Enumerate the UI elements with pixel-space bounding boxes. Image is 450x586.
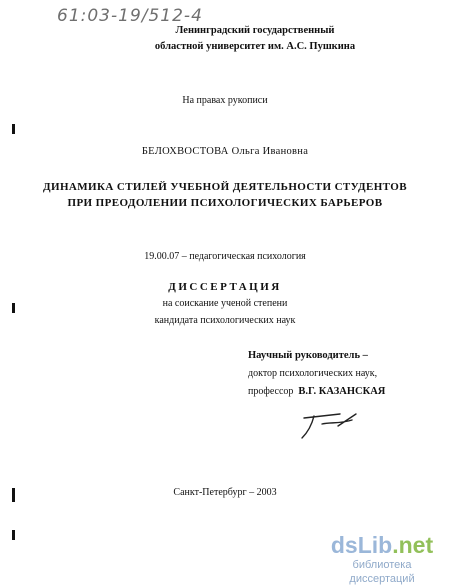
supervisor-signature [300, 412, 360, 440]
place-and-year: Санкт-Петербург – 2003 [173, 487, 277, 498]
scan-margin-mark [12, 124, 15, 134]
supervisor-line [248, 386, 385, 397]
dslib-logo [322, 532, 442, 558]
document-type: ДИССЕРТАЦИЯ [168, 281, 282, 293]
institution-line-1: Ленинградский государственный [175, 25, 335, 36]
degree-line-1: на соискание ученой степени [162, 298, 288, 309]
logo-tld: .net [392, 532, 434, 558]
scan-margin-mark [12, 530, 15, 540]
supervisor-name: В.Г. КАЗАНСКАЯ [298, 386, 386, 397]
logo-main: dsLib [330, 532, 393, 558]
author-name: БЕЛОХВОСТОВА Ольга Ивановна [141, 146, 309, 157]
specialty-code: 19.00.07 – педагогическая психология [144, 251, 306, 262]
title-line-1: ДИНАМИКА СТИЛЕЙ УЧЕБНОЙ ДЕЯТЕЛЬНОСТИ СТУДЕНТОВ [43, 181, 407, 193]
scan-margin-mark [12, 488, 15, 502]
dslib-subtitle: библиотека диссертаций [349, 559, 415, 585]
archive-number: 61:03-19/512-4 [57, 6, 203, 26]
rights-note: На правах рукописи [182, 95, 268, 106]
supervisor-title: профессор [248, 386, 294, 397]
dslib-watermark [322, 532, 442, 585]
degree-line-2: кандидата психологических наук [154, 315, 296, 326]
scan-margin-mark [12, 303, 15, 313]
title-line-2: ПРИ ПРЕОДОЛЕНИИ ПСИХОЛОГИЧЕСКИХ БАРЬЕРОВ [67, 197, 383, 209]
institution-line-2: областной университет им. А.С. Пушкина [154, 41, 356, 52]
supervisor-label: Научный руководитель – [248, 350, 368, 361]
supervisor-degree: доктор психологических наук, [248, 368, 378, 379]
